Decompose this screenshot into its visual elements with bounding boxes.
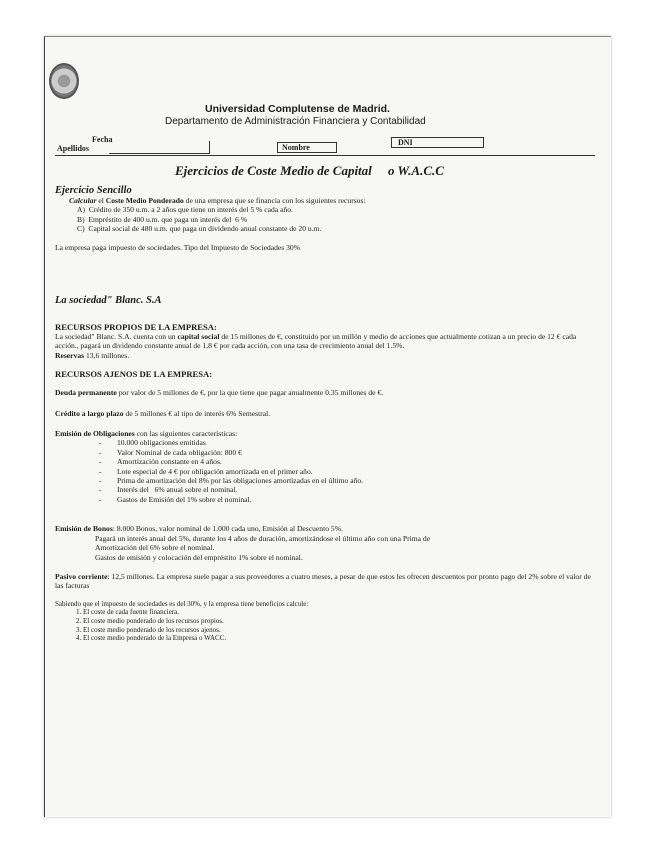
rp-capital-social: capital social bbox=[177, 332, 220, 341]
intro-coste-medio: Coste Medio Ponderado bbox=[105, 196, 184, 205]
intro-calcular: Calcular bbox=[69, 196, 97, 205]
credito-line bbox=[55, 409, 595, 418]
dni-label: DNI bbox=[398, 138, 413, 147]
obligaciones-line bbox=[55, 429, 595, 438]
list-item: 3. El coste medio ponderado de los recursos ajenos. bbox=[83, 626, 595, 635]
intro-mid: el bbox=[96, 196, 106, 205]
nombre-label: Nombre bbox=[282, 143, 310, 152]
list-item: - Lote especial de 4 € por obligación amortizada en el primer año. bbox=[99, 467, 595, 476]
rp-text-2: de 15 millones de €, constituido por un millón y medio de acciones que actualmente cotizan a un precio de 12 € cada acción., pagará un dividendo constante anual de 1,8 € por cada acción, con una tasa de crecimiento anual del 1.5%. bbox=[55, 332, 577, 351]
resource-item: A) Crédito de 350 u.m. a 2 años que tiene un interés del 5 % cada año. bbox=[77, 205, 293, 215]
resource-item: C) Capital social de 480 u.m. que paga un dividendo anual constante de 20 u.m. bbox=[77, 224, 322, 234]
dni-field bbox=[391, 137, 484, 148]
university-name: Universidad Complutense de Madrid. bbox=[205, 103, 390, 115]
apellidos-label: Apellidos bbox=[57, 144, 90, 153]
ejercicio-sencillo-intro bbox=[55, 196, 595, 205]
apellidos-field bbox=[109, 141, 210, 154]
list-item: 4. El coste medio ponderado de la Empresa o WACC. bbox=[83, 634, 595, 643]
final-questions bbox=[55, 608, 595, 642]
page-title: Ejercicios de Coste Medio de Capital o W.A.C.C bbox=[175, 163, 444, 178]
obligaciones-label: Emisión de Obligaciones bbox=[55, 429, 135, 439]
credito-label: Crédito a largo plazo bbox=[55, 408, 124, 418]
header-divider bbox=[55, 155, 595, 156]
deuda-line bbox=[55, 388, 595, 397]
deuda-label: Deuda permanente bbox=[55, 388, 117, 398]
pasivo-label: Pasivo corriente bbox=[55, 571, 108, 581]
bonos-detail: Pagará un interés anual del 5%, durante los 4 años de duración, amortizándose el último año con una Prima de bbox=[95, 533, 431, 543]
bonos-detail: Gastos de emisión y colocación del empréstito 1% sobre el nominal. bbox=[95, 552, 303, 562]
sociedad-section bbox=[55, 295, 595, 643]
list-item: - 10.000 obligaciones emitidas bbox=[99, 438, 595, 447]
recursos-ajenos-heading: RECURSOS AJENOS DE LA EMPRESA: bbox=[55, 369, 213, 380]
list-item: - Valor Nominal de cada obligación: 800 € bbox=[99, 448, 595, 457]
ejercicio-sencillo-heading: Ejercicio Sencillo bbox=[55, 185, 132, 196]
bonos-label: Emisión de Bonos bbox=[55, 524, 113, 534]
list-item: - Prima de amortización del 8% por las obligaciones amortizadas en el último año. bbox=[99, 476, 595, 485]
tax-note: La empresa paga impuesto de sociedades. Tipo del Impuesto de Sociedades 30% bbox=[55, 242, 301, 252]
fecha-label: Fecha bbox=[92, 135, 113, 144]
list-item: - Gastos de Emisión del 1% sobre el nominal. bbox=[99, 495, 595, 504]
reservas-label: Reservas bbox=[55, 350, 85, 360]
bonos-text: : 8.000 Bonos, valor nominal de 1.000 cada uno, Emisión al Descuento 5%. bbox=[112, 524, 343, 534]
bonos-line bbox=[55, 524, 595, 533]
pasivo-text: : 12,5 millones. La empresa suele pagar a sus proveedores a cuatro meses, a pesar de que estos les ofrecen descuentos por pronto pago del 2% sobre el valor de las facturas bbox=[55, 571, 591, 591]
deuda-text: por valor de 5 millones de €, por la que tiene que pagar anualmente 0.35 millones de €. bbox=[116, 388, 384, 398]
ejercicio-sencillo-section bbox=[55, 185, 595, 252]
rp-text-1: La sociedad" Blanc. S.A. cuenta con un bbox=[55, 332, 178, 341]
university-seal-icon bbox=[49, 63, 79, 99]
exam-sheet bbox=[44, 36, 611, 817]
list-item: 2. El coste medio ponderado de los recursos propios. bbox=[83, 617, 595, 626]
intro-rest: de una empresa que se financia con los siguientes recursos: bbox=[183, 196, 366, 205]
bonos-detail: Amortización del 6% sobre el nominal. bbox=[95, 543, 215, 553]
sociedad-heading: La sociedad" Blanc. S.A bbox=[55, 295, 162, 306]
credito-text: de 5 millones € al tipo de interés 6% Semestral. bbox=[123, 408, 271, 418]
final-intro: Sabiendo que el impuesto de sociedades es del 30%, y la empresa tiene beneficios calcule: bbox=[55, 599, 309, 608]
recursos-propios-heading: RECURSOS PROPIOS DE LA EMPRESA: bbox=[55, 322, 217, 332]
reservas-text: 13,6 millones. bbox=[84, 350, 130, 360]
pasivo-line bbox=[55, 572, 595, 591]
obligaciones-text: con las siguientes características: bbox=[134, 429, 238, 439]
resource-item: B) Empréstito de 400 u.m. que paga un interés del 6 % bbox=[77, 214, 248, 224]
list-item: - Amortización constante en 4 años. bbox=[99, 457, 595, 466]
list-item: - Interés del 6% anual sobre el nominal. bbox=[99, 485, 595, 494]
department-name: Departamento de Administración Financiera y Contabilidad bbox=[165, 116, 426, 127]
nombre-field bbox=[277, 142, 337, 153]
recursos-propios-text bbox=[55, 332, 595, 351]
reservas-line bbox=[55, 351, 595, 360]
obligaciones-list bbox=[99, 438, 595, 504]
list-item: 1. El coste de cada fuente financiera. bbox=[83, 608, 595, 617]
